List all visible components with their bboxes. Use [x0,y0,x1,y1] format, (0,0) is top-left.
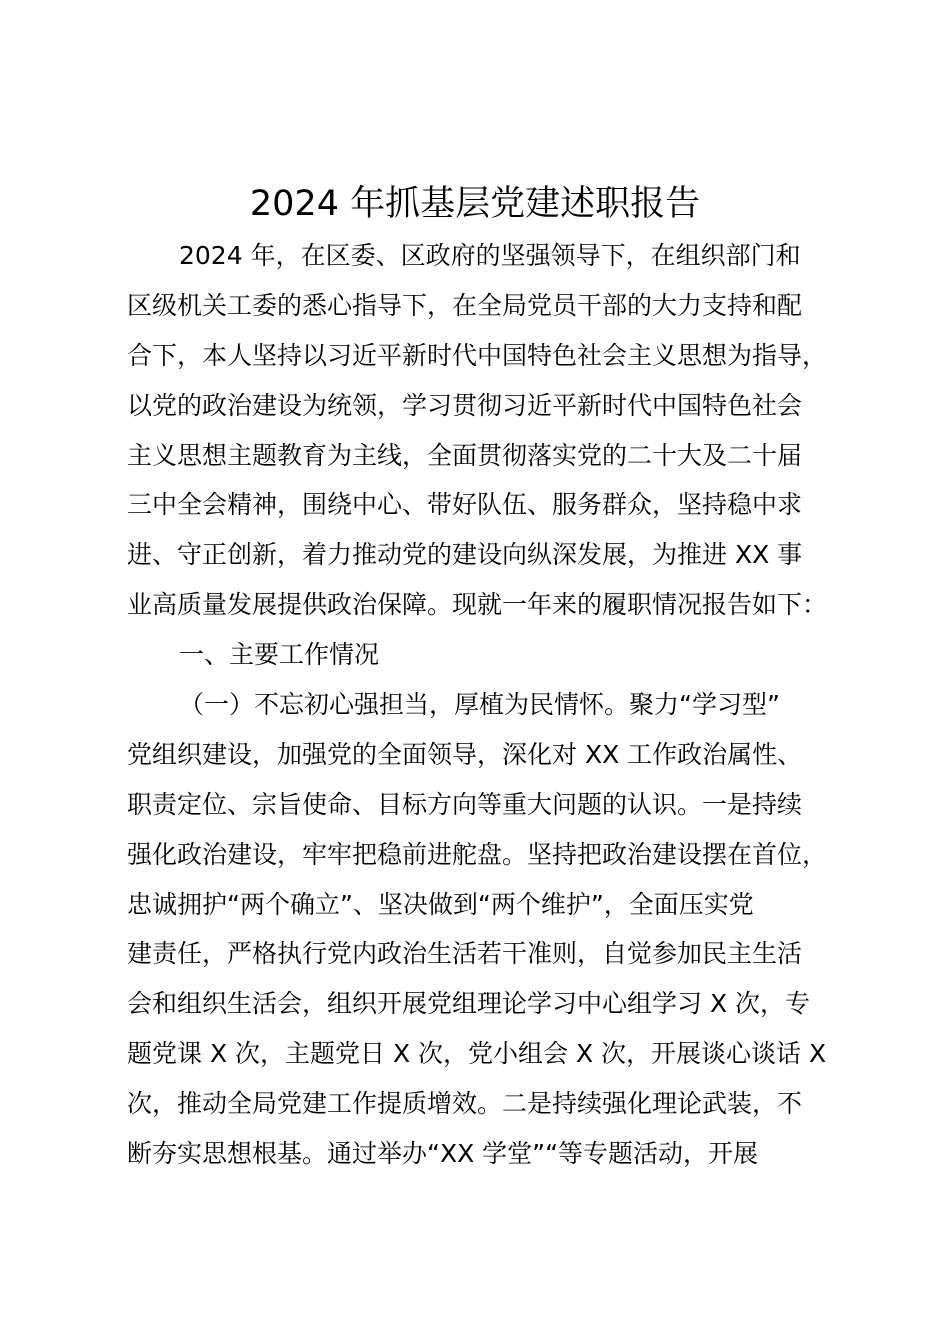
body-line: 会和组织生活会，组织开展党组理论学习中心组学习 X 次，专 [127,989,811,1019]
section-heading: 一、主要工作情况 [179,640,380,670]
body-line: 区级机关工委的悉心指导下，在全局党员干部的大力支持和配 [127,290,803,320]
body-line: （一）不忘初心强担当，厚植为民情怀。聚力“学习型” [179,690,780,720]
body-line: 2024 年，在区委、区政府的坚强领导下，在组织部门和 [179,241,801,270]
document-title: 2024 年抓基层党建述职报告 [249,184,701,224]
body-line: 忠诚拥护“两个确立”、坚决做到“两个维护”，全面压实党 [127,889,754,919]
body-line: 建责任，严格执行党内政治生活若干准则，自觉参加民主生活 [127,939,803,969]
body-line: 业高质量发展提供政治保障。现就一年来的履职情况报告如下： [127,590,828,620]
body-line: 合下，本人坚持以习近平新时代中国特色社会主义思想为指导， [127,340,828,370]
body-line: 强化政治建设，牢牢把稳前进舵盘。坚持把政治建设摆在首位， [127,839,828,869]
body-line: 主义思想主题教育为主线，全面贯彻落实党的二十大及二十届 [127,440,803,470]
body-line: 党组织建设，加强党的全面领导，深化对 XX 工作政治属性、 [127,739,803,769]
body-line: 题党课 X 次，主题党日 X 次，党小组会 X 次，开展谈心谈话 X [127,1039,827,1069]
body-line: 次，推动全局党建工作提质增效。二是持续强化理论武装，不 [127,1089,803,1119]
body-line: 三中全会精神，围绕中心、带好队伍、服务群众，坚持稳中求 [127,490,803,520]
body-line: 职责定位、宗旨使命、目标方向等重大问题的认识。一是持续 [127,789,803,819]
body-line: 进、守正创新，着力推动党的建设向纵深发展，为推进 XX 事 [127,540,803,570]
body-line: 断夯实思想根基。通过举办“XX 学堂”“等专题活动，开展 [127,1139,759,1169]
document-body [127,231,837,1179]
body-line: 以党的政治建设为统领，学习贯彻习近平新时代中国特色社会 [127,390,803,420]
